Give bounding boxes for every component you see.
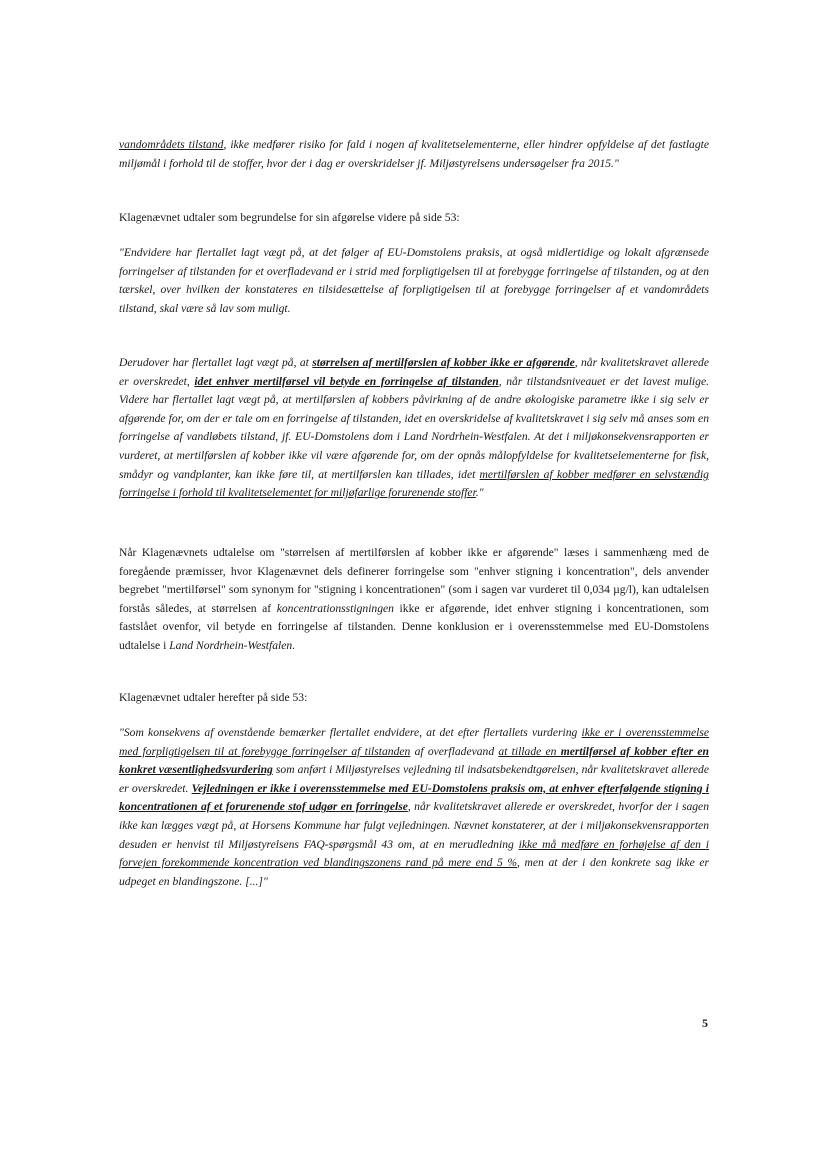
quote-text: , ikke medfører risiko for fald i nogen af kvalitetselementerne, eller hindrer opfyldelse af det fastlagte miljømål i forhold til de stoffer, hvor der i dag er overskridelser jf. Miljøstyrelsens undersøgelser fra 2015." <box>119 138 709 170</box>
quote-text: , når kvalitetskravet allerede er overskredet, <box>119 356 709 388</box>
quote-text: af overfladevand <box>410 744 499 758</box>
quote-text: , når kvalitetskravet allerede er overskredet, hvorfor der i sagen ikke kan lægges vægt på, at Horsens Kommune har fulgt vejledningen. Nævnet konstaterer, at der i miljøkonsekvensrapporten desuden er henvist til Miljøstyrelsens FAQ-spørgsmål 43 om, at en merudledning <box>119 800 709 851</box>
quote-text: , men at der i den konkrete sag ikke er udpeget en blandingszone. [...]" <box>119 856 709 888</box>
italic-text: Land Nordrhein-Westfalen <box>169 638 293 652</box>
body-text: ikke er afgørende, idet enhver stigning i koncentrationen, som fastslået ovenfor, vil betyde en forringelse af tilstanden. Denne konklusion er i overensstemmelse med EU-Domstolens udtalelse i <box>119 601 709 652</box>
quote-paragraph-3: "Endvidere har flertallet lagt vægt på, at det følger af EU-Domstolens praksis, at også midlertidige og lokalt afgrænsede forringelser af tilstanden for et overfladevand er i strid med forpligtigelsen til at forebygge forringelse af tilstanden, og at den tærskel, over hvilken der konstateres en tilsidesættelse af forpligtigelsen til at forebygge forringelser af et vandområdets tilstand, skal være så lav som muligt. <box>119 246 709 315</box>
underlined-text: vandområdets tilstand <box>119 138 224 151</box>
underlined-text: ikke må medføre en forhøjelse af den i forvejen forekommende koncentration ved blandingszonens rand på mere end 5 % <box>119 837 709 870</box>
quote-text: , når tilstandsniveauet er det lavest mulige. Videre har flertallet lagt vægt på, at mertilførslen af kobbers påvirkning af de andre økologiske parametre ikke i sig selv er afgørende for, om der er tale om en forringelse af tilstanden, idet en overskridelse af kvalitetskravet i sig selv må anses som en forringelse af vandløbets tilstand, jf. EU-Domstolens dom i Land Nordrhein-Westfalen. At det i miljøkonsekvensrapporten er vurderet, at mertilførslen af kobber ikke vil være afgørende for, om der opnås målopfyldelse for kvalitetselementerne for fisk, smådyr og vandplanter, kan ikke føre til, at mertilførslen kan tillades, idet <box>119 374 709 481</box>
bold-underlined-text: Vejledningen er ikke i overensstemmelse med EU-Domstolens praksis om, at enhver efterfølgende stigning i koncentrationen af et forurenende stof udgør en forringelse <box>119 781 709 814</box>
underlined-text: mertilførslen af kobber medfører en selvstændig forringelse i forhold til kvalitetselementet for miljøfarlige forurenende stoffer <box>119 467 709 500</box>
bold-underlined-text: mertilførsel af kobber efter en konkret væsentlighedsvurdering <box>119 744 709 777</box>
paragraph-2: Klagenævnet udtaler som begrundelse for sin afgørelse videre på side 53: <box>119 211 460 224</box>
quote-text: Derudover har flertallet lagt vægt på, at <box>119 356 313 369</box>
quote-text: som anført i Miljøstyrelses vejledning til indsatsbekendtgørelsen, når kvalitetskravet allerede er overskredet. <box>119 763 709 795</box>
underlined-text: at tillade en <box>498 744 561 758</box>
body-text: Når Klagenævnets udtalelse om "størrelsen af mertilførslen af kobber ikke er afgørende" læses i sammenhæng med de foregående præmisser, hvor Klagenævnet dels definerer forringelse som "enhver stigning i koncentration", dels anvender begrebet "mertilførsel" som synonym for "stigning i koncentrationen" (som i sagen var vurderet til 0,034 µg/l), kan udtalelsen forstås således, at størrelsen af <box>119 546 709 615</box>
paragraph-6: Klagenævnet udtaler herefter på side 53: <box>119 691 308 704</box>
quote-paragraph-1 <box>119 136 709 173</box>
bold-underlined-text: størrelsen af mertilførslen af kobber ikke er afgørende <box>312 356 575 369</box>
body-text: . <box>292 638 296 652</box>
quote-text: ." <box>475 486 484 500</box>
page-number: 5 <box>702 1016 708 1030</box>
underlined-text: ikke er i overensstemmelse med forpligtigelsen til at forebygge forringelser af tilstanden <box>119 726 709 758</box>
paragraph-5 <box>119 544 709 656</box>
quote-paragraph-7 <box>119 724 709 891</box>
quote-paragraph-4 <box>119 354 709 503</box>
bold-underlined-text: idet enhver mertilførsel vil betyde en forringelse af tilstanden <box>194 374 499 388</box>
italic-text: koncentrationsstigningen <box>276 601 394 615</box>
quote-text: "Som konsekvens af ovenstående bemærker flertallet endvidere, at det efter flertallets vurdering <box>119 726 582 739</box>
